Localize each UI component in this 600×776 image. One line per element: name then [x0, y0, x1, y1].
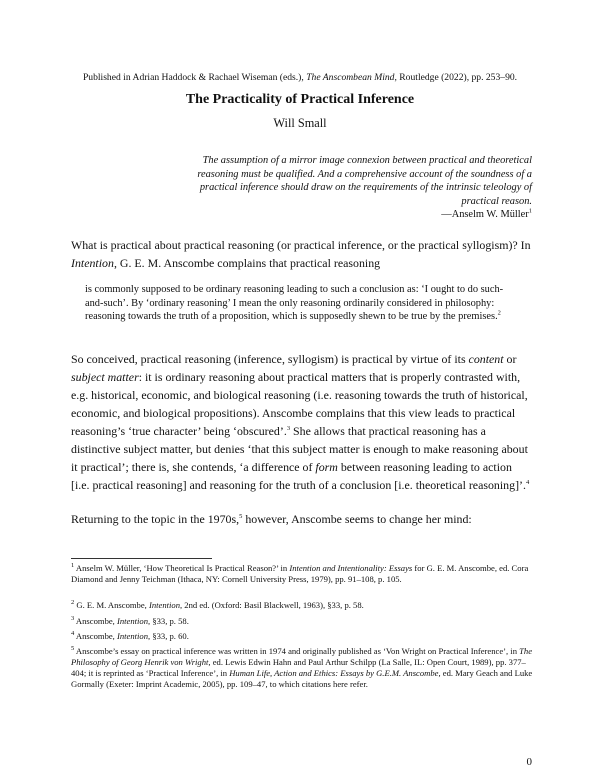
- footnote-5: $^5$ Anscombe’s essay on practical inference was written in 1974 and originally published as ‘Von Wright on Practical Inference’, in The Philosophy of Georg Henrik von Wright, ed. Lewis Edwin Hahn and Paul Arthur Schilpp (La Salle, IL: Open Court, 1989), pp. 377–404; it is reprinted as ‘Practical Inference’, in Human Life, Action and Ethics: Essays by G.E.M. Anscombe, ed. Mary Geach and Luke Gormally (Exeter: Imprint Academic, 2005), pp. 109–47, to which citations here refer.: [71, 645, 533, 690]
- epigraph-text: The assumption of a mirror image connexion between practical and theoretical reasoning must be qualified. And a comprehensive account of the soundness of a practical inference should draw on the requirements of the intrinsic teleology of practical reason.: [197, 155, 532, 207]
- footnote-ref-2[interactable]: 2: [497, 309, 501, 317]
- paper-author: Will Small: [273, 116, 327, 130]
- block-quote: is commonly supposed to be ordinary reasoning leading to such a conclusion as: ‘I ought to do such-and-such’. By ‘ordinary reasoning’ I mean the only reasoning ordinarily considered in philosophy: reasoning towards the truth of a proposition, which is supposedly shewn to be true by the premises.$^2$: [85, 284, 504, 323]
- paper-title: The Practicality of Practical Inference: [185, 92, 415, 107]
- footnote-ref-1[interactable]: 1: [528, 207, 532, 215]
- paragraph-3: Returning to the topic in the 1970s,$^5$ however, Anscombe seems to change her mind:: [71, 512, 472, 526]
- publication-note: Published in Adrian Haddock & Rachael Wiseman (eds.), The Anscombean Mind, Routledge (2022), pp. 253–90.: [82, 72, 518, 83]
- page-number: 0: [526, 756, 532, 768]
- book-title: The Anscombean Mind: [306, 72, 395, 83]
- epigraph-attribution: —Anselm W. Müller$^1$: [441, 207, 532, 220]
- footnote-4: $^4$ Anscombe, Intention, §33, p. 60.: [71, 630, 189, 641]
- footnote-ref-5[interactable]: 5: [239, 513, 243, 521]
- footnote-divider: [71, 558, 212, 559]
- footnote-1: $^1$ Anselm W. Müller, ‘How Theoretical Is Practical Reason?’ in Intention and Intentionality: Essays for G. E. M. Anscombe, ed. Cora Diamond and Jenny Teichman (Ithaca, NY: Cornell University Press, 1979), pp. 91–108, p. 105.: [71, 562, 529, 585]
- footnote-3: $^3$ Anscombe, Intention, §33, p. 58.: [71, 615, 189, 626]
- footnote-2: $^2$ G. E. M. Anscombe, Intention, 2nd ed. (Oxford: Basil Blackwell, 1963), §33, p. 58.: [71, 599, 364, 610]
- footnote-ref-4[interactable]: 4: [525, 479, 530, 487]
- footnote-ref-3[interactable]: 3: [286, 425, 291, 433]
- paragraph-2: So conceived, practical reasoning (inference, syllogism) is practical by virtue of its content or subject matter: it is ordinary reasoning about practical matters that is properly contrasted with, e.g. historical, economic, and biological reasoning (i.e. reasoning towards the truth of historical, economic, and biological propositions). Anscombe complains that this view leads to practical reasoning’s ‘true character’ being ‘obscured’.$^3$ She allows that practical reasoning has a distinctive subject matter, but denies ‘that this subject matter is enough to make reasoning about it practical’; there is, she contends, ‘a difference of form between reasoning leading to action [i.e. practical reasoning] and reasoning for the truth of a conclusion [i.e. theoretical reasoning]’.$^4$: [71, 352, 530, 492]
- paragraph-1: What is practical about practical reasoning (or practical inference, or the practical syllogism)? In Intention, G. E. M. Anscombe complains that practical reasoning: [71, 238, 531, 270]
